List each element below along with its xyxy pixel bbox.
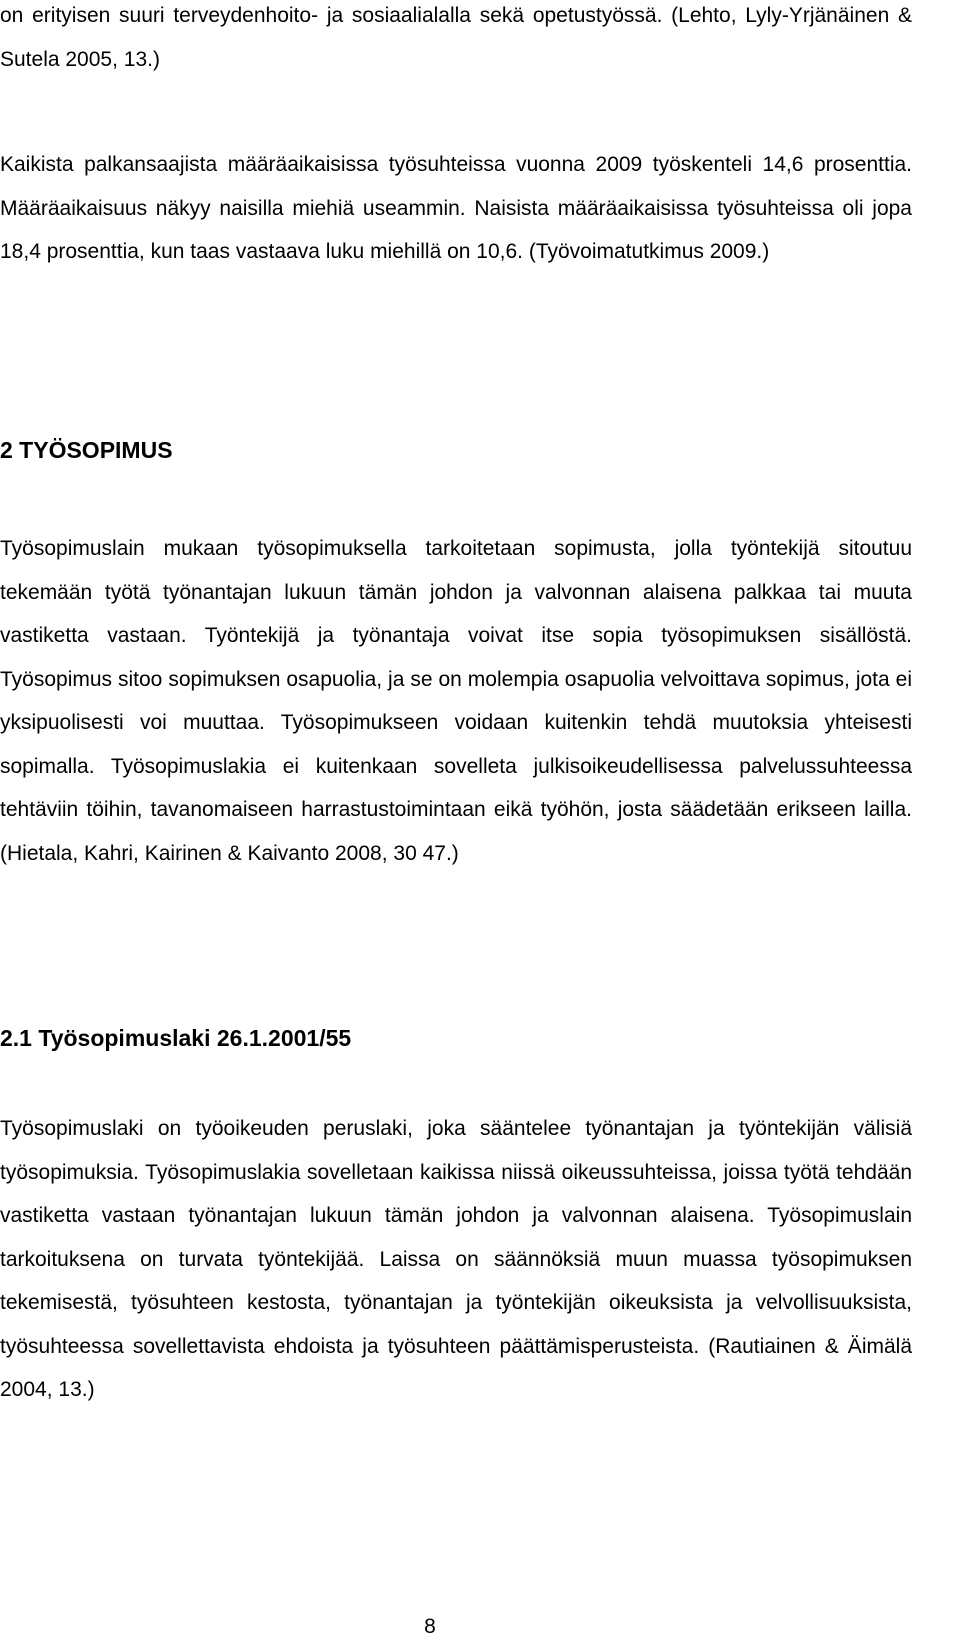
section-2-paragraph: Työsopimuslain mukaan työsopimuksella tarkoitetaan sopimusta, jolla työntekijä sitoutuu tekemään työtä työnantajan lukuun tämän johdon ja valvonnan alaisena palkkaa tai muuta vastiketta vastaan. Työntekijä ja työnantaja voivat itse sopia työsopimuksen sisällöstä. Työsopimus sitoo sopimuksen osapuolia, ja se on molempia osapuolia velvoittava sopimus, jota ei yksipuolisesti voi muuttaa. Työsopimukseen voidaan kuitenkin tehdä muutoksia yhteisesti sopimalla. Työsopimuslakia ei kuitenkaan sovelleta julkisoikeudellisessa palvelussuhteessa tehtäviin töihin, tavanomaiseen harrastustoimintaan eikä työhön, josta säädetään erikseen lailla. (Hietala, Kahri, Kairinen & Kaivanto 2008, 30 47.) <box>0 537 912 865</box>
page-number: 8 <box>424 1615 436 1638</box>
intro-paragraph-2: Kaikista palkansaajista määräaikaisissa työsuhteissa vuonna 2009 työskenteli 14,6 prosenttia. Määräaikaisuus näkyy naisilla miehiä useammin. Naisista määräaikaisissa työsuhteissa oli jopa 18,4 prosenttia, kun taas vastaava luku miehillä on 10,6. (Työvoimatutkimus 2009.) <box>0 153 912 263</box>
section-2-1-heading: 2.1 Työsopimuslaki 26.1.2001/55 <box>0 1025 352 1051</box>
section-2-1-paragraph: Työsopimuslaki on työoikeuden peruslaki, joka sääntelee työnantajan ja työntekijän välisiä työsopimuksia. Työsopimuslakia sovelletaan kaikissa niissä oikeussuhteissa, joissa työtä tehdään vastiketta vastaan työnantajan lukuun tämän johdon ja valvonnan alaisena. Työsopimuslain tarkoituksena on turvata työntekijää. Laissa on säännöksiä muun muassa työsopimuksen tekemisestä, työsuhteen kestosta, työnantajan ja työntekijän oikeuksista ja velvollisuuksista, työsuhteessa sovellettavista ehdoista ja työsuhteen päättämisperusteista. (Rautiainen & Äimälä 2004, 13.) <box>0 1117 912 1401</box>
section-2-heading: 2 TYÖSOPIMUS <box>0 437 173 463</box>
intro-paragraph-1: on erityisen suuri terveydenhoito- ja sosiaalialalla sekä opetustyössä. (Lehto, Lyly-Yrjänäinen & Sutela 2005, 13.) <box>0 4 912 71</box>
